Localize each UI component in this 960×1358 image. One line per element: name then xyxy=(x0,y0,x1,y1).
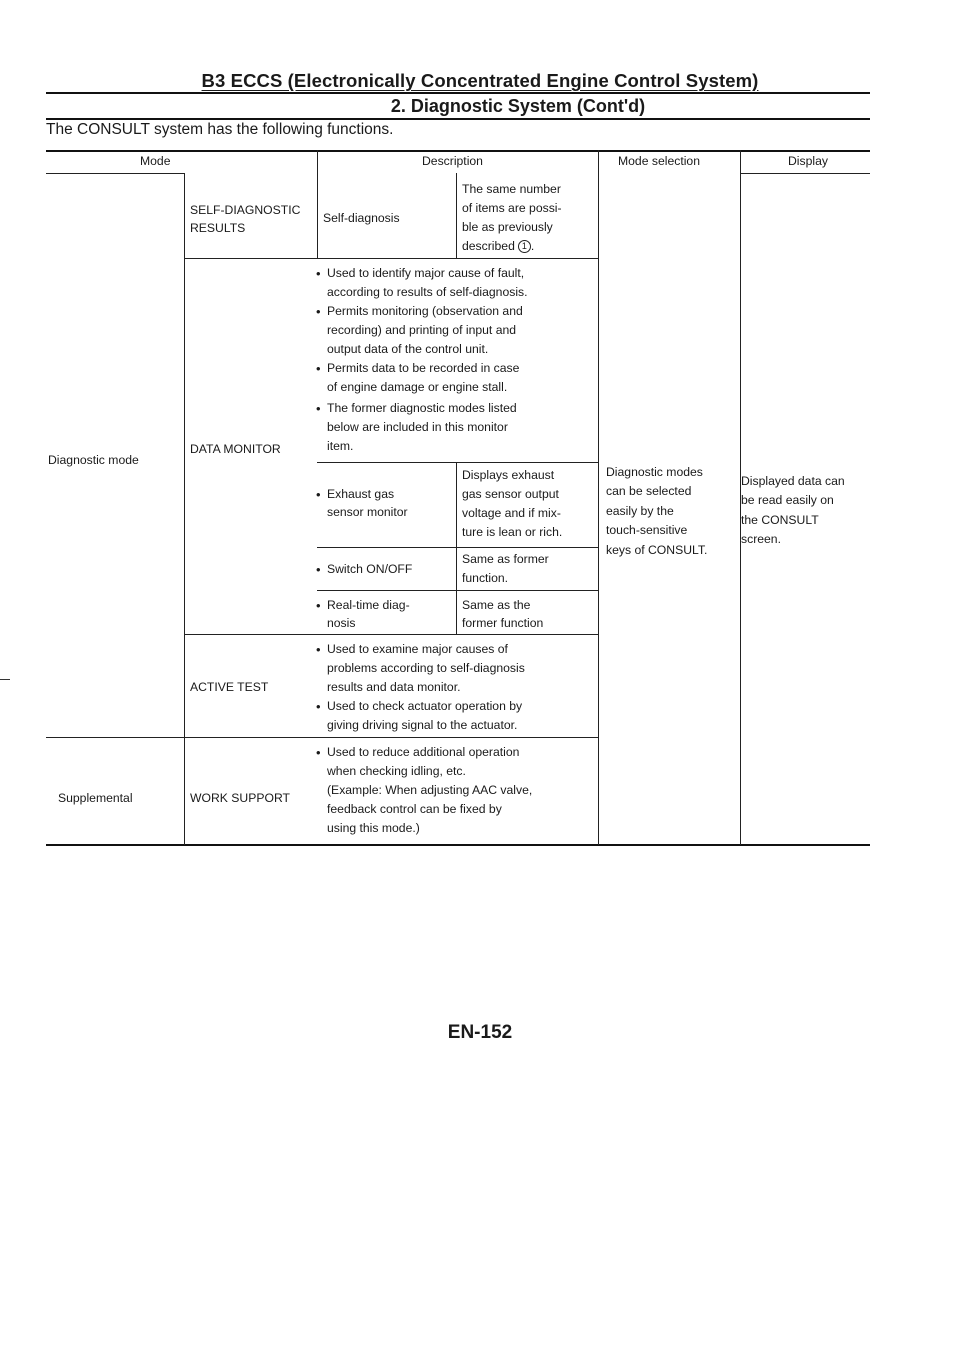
mode-selection-text: can be selected xyxy=(606,484,692,498)
mode-selection-text: Diagnostic modes xyxy=(606,465,703,479)
rule xyxy=(598,150,599,845)
work-support-text: feedback control can be fixed by xyxy=(327,802,502,816)
circled-number: 1 xyxy=(518,240,531,253)
active-test-bullet: • Used to examine major causes of xyxy=(327,640,508,659)
self-diagnosis-text: described 1 . xyxy=(462,239,535,253)
header-mode: Mode xyxy=(140,154,171,168)
data-monitor-bullet: • The former diagnostic modes listed xyxy=(327,399,517,418)
mode-active-test: ACTIVE TEST xyxy=(190,680,269,694)
section-subtitle: 2. Diagnostic System (Cont'd) xyxy=(390,96,646,116)
data-monitor-bullet: • Used to identify major cause of fault, xyxy=(327,264,524,283)
active-test-text: results and data monitor. xyxy=(327,680,461,694)
sub-item-text: former function xyxy=(462,616,544,630)
display-text: be read easily on xyxy=(741,493,834,507)
rule xyxy=(184,634,598,635)
mode-self-diagnostic: SELF-DIAGNOSTIC xyxy=(190,203,301,217)
rule xyxy=(184,258,598,259)
rule xyxy=(184,173,185,845)
mode-selection-text: easily by the xyxy=(606,504,674,518)
page-title: B3 ECCS (Electronically Concentrated Engine Control System) xyxy=(201,70,759,91)
rule xyxy=(317,462,598,463)
sub-item-text: Same as the xyxy=(462,598,531,612)
sub-item-name: nosis xyxy=(327,616,356,630)
intro-text: The CONSULT system has the following functions. xyxy=(46,121,394,138)
table-bottom-rule xyxy=(46,844,870,846)
sub-item-name: • Switch ON/OFF xyxy=(327,560,412,579)
self-diagnosis-text: of items are possi- xyxy=(462,201,562,215)
header-mode-selection: Mode selection xyxy=(618,154,700,168)
data-monitor-text: item. xyxy=(327,439,354,453)
work-support-bullet: • Used to reduce additional operation xyxy=(327,743,519,762)
sub-item-name: sensor monitor xyxy=(327,505,408,519)
rule xyxy=(46,173,184,174)
self-diagnosis-text: ble as previously xyxy=(462,220,553,234)
sub-item-text: Displays exhaust xyxy=(462,468,555,482)
mode-work-support: WORK SUPPORT xyxy=(190,791,290,805)
data-monitor-text: according to results of self-diagnosis. xyxy=(327,285,528,299)
display-text: Displayed data can xyxy=(741,474,845,488)
group-diagnostic-mode: Diagnostic mode xyxy=(48,453,139,467)
margin-mark xyxy=(0,679,10,680)
rule xyxy=(317,150,318,258)
active-test-text: problems according to self-diagnosis xyxy=(327,661,525,675)
work-support-text: when checking idling, etc. xyxy=(327,764,466,778)
work-support-text: (Example: When adjusting AAC valve, xyxy=(327,783,533,797)
sub-item-text: gas sensor output xyxy=(462,487,559,501)
work-support-text: using this mode.) xyxy=(327,821,420,835)
data-monitor-text: recording) and printing of input and xyxy=(327,323,517,337)
header-display: Display xyxy=(788,154,828,168)
data-monitor-text: output data of the control unit. xyxy=(327,342,489,356)
title-rule xyxy=(46,92,870,94)
sub-item-text: ture is lean or rich. xyxy=(462,525,563,539)
data-monitor-bullet: • Permits monitoring (observation and xyxy=(327,302,523,321)
mode-selection-text: touch-sensitive xyxy=(606,523,688,537)
display-text: screen. xyxy=(741,532,781,546)
self-diagnosis-label: Self-diagnosis xyxy=(323,211,400,225)
subtitle-rule xyxy=(46,118,870,120)
mode-selection-text: keys of CONSULT. xyxy=(606,543,708,557)
data-monitor-text: of engine damage or engine stall. xyxy=(327,380,508,394)
display-text: the CONSULT xyxy=(741,513,819,527)
rule xyxy=(740,173,870,174)
self-diagnosis-text: The same number xyxy=(462,182,561,196)
header-description: Description xyxy=(422,154,483,168)
sub-item-text: function. xyxy=(462,571,509,585)
group-supplemental: Supplemental xyxy=(58,791,133,805)
mode-data-monitor: DATA MONITOR xyxy=(190,442,281,456)
data-monitor-text: below are included in this monitor xyxy=(327,420,508,434)
sub-item-name: • Exhaust gas xyxy=(327,485,394,504)
rule xyxy=(456,462,457,634)
rule xyxy=(317,547,598,548)
active-test-bullet: • Used to check actuator operation by xyxy=(327,697,522,716)
sub-item-text: Same as former xyxy=(462,552,549,566)
rule xyxy=(46,737,598,738)
page-number: EN-152 xyxy=(447,1022,513,1043)
sub-item-name: • Real-time diag- xyxy=(327,596,410,615)
rule xyxy=(317,590,598,591)
sub-item-text: voltage and if mix- xyxy=(462,506,561,520)
data-monitor-bullet: • Permits data to be recorded in case xyxy=(327,359,519,378)
active-test-text: giving driving signal to the actuator. xyxy=(327,718,518,732)
rule xyxy=(456,173,457,258)
mode-self-diagnostic: RESULTS xyxy=(190,221,246,235)
